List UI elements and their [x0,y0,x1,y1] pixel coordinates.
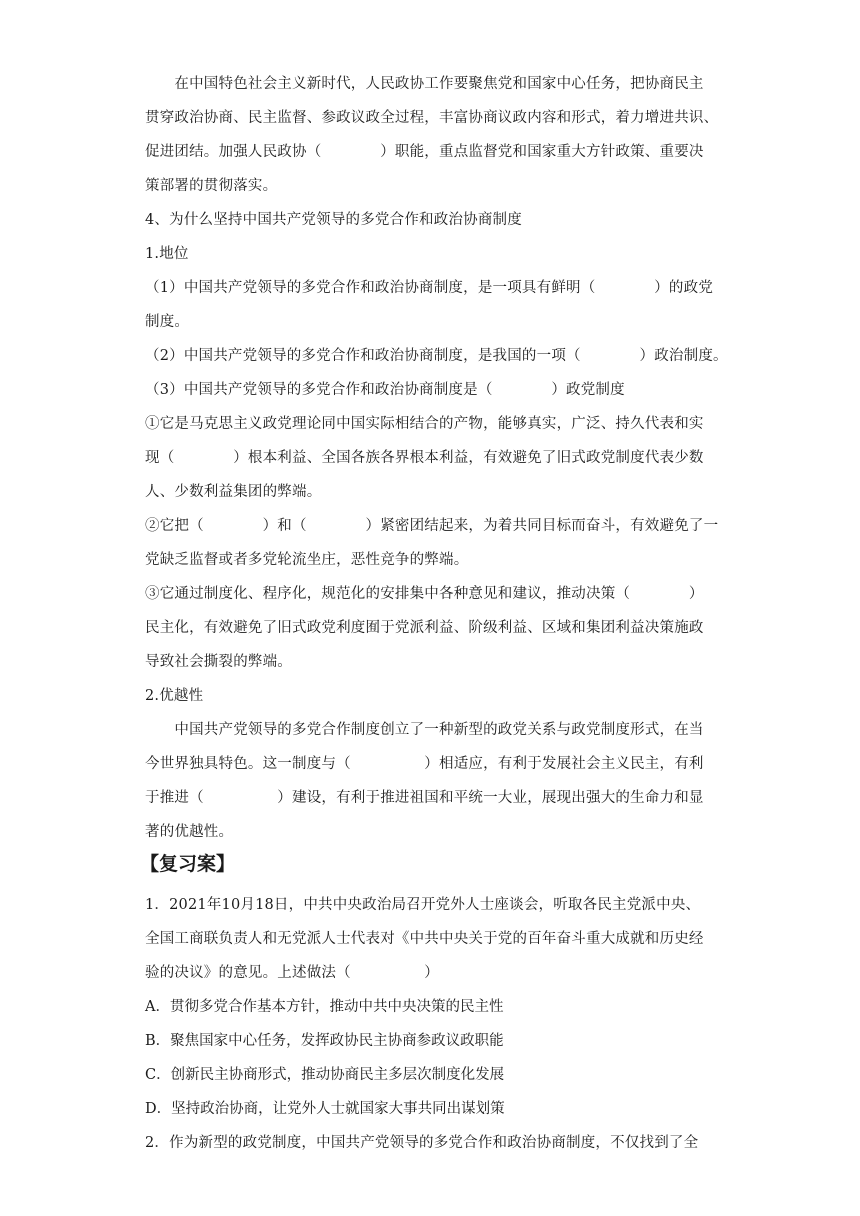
paragraph-line: 制度。 [145,314,190,330]
paragraph-line: （3）中国共产党领导的多党合作和政治协商制度是（ ）政党制度 [145,382,625,398]
paragraph-line: 导致社会撕裂的弊端。 [145,654,292,670]
question-line: 2．作为新型的政党制度，中国共产党领导的多党合作和政治协商制度，不仅找到了全 [145,1135,699,1151]
option-d[interactable]: D．坚持政治协商，让党外人士就国家大事共同出谋划策 [145,1101,505,1117]
subsection-title: 2.优越性 [145,688,204,704]
option-b[interactable]: B．聚焦国家中心任务，发挥政协民主协商参政议政职能 [145,1033,504,1049]
paragraph-line: 促进团结。加强人民政协（ ）职能，重点监督党和国家重大方针政策、重要决 [145,144,704,160]
paragraph-line: ③它通过制度化、程序化，规范化的安排集中各种意见和建议，推动决策（ ） [145,586,704,602]
paragraph-line: （2）中国共产党领导的多党合作和政治协商制度，是我国的一项（ ）政治制度。 [145,348,728,364]
paragraph-line: 今世界独具特色。这一制度与（ ）相适应，有利于发展社会主义民主，有利 [145,756,704,772]
review-heading: 【复习案】 [140,853,236,875]
paragraph-line: 现（ ）根本利益、全国各族各界根本利益，有效避免了旧式政党制度代表少数 [145,450,704,466]
option-a[interactable]: A．贯彻多党合作基本方针，推动中共中央决策的民主性 [145,999,504,1015]
paragraph-line: 策部署的贯彻落实。 [145,178,278,194]
paragraph-line: 中国共产党领导的多党合作制度创立了一种新型的政党关系与政党制度形式，在当 [145,722,704,738]
paragraph-line: 党缺乏监督或者多党轮流坐庄，恶性竞争的弊端。 [145,552,469,568]
paragraph-line: ①它是马克思主义政党理论同中国实际相结合的产物，能够真实，广泛、持久代表和实 [145,416,704,432]
paragraph-line: ②它把（ ）和（ ）紧密团结起来，为着共同目标而奋斗，有效避免了一 [145,518,719,534]
subsection-title: 1.地位 [145,246,189,262]
paragraph-line: 人、少数利益集团的弊端。 [145,484,322,500]
paragraph-line: 贯穿政治协商、民主监督、参政议政全过程，丰富协商议政内容和形式，着力增进共识、 [145,110,719,126]
paragraph-line: （1）中国共产党领导的多党合作和政治协商制度，是一项具有鲜明（ ）的政党 [145,280,714,296]
question-line: 全国工商联负责人和无党派人士代表对《中共中央关于党的百年奋斗重大成就和历史经 [145,931,704,947]
paragraph-line: 民主化，有效避免了旧式政党利度囿于党派利益、阶级利益、区域和集团利益决策施政 [145,620,704,636]
paragraph-line: 在中国特色社会主义新时代，人民政协工作要聚焦党和国家中心任务，把协商民主 [145,76,704,92]
paragraph-line: 著的优越性。 [145,824,234,840]
section-title: 4、为什么坚持中国共产党领导的多党合作和政治协商制度 [145,212,522,228]
option-c[interactable]: C．创新民主协商形式，推动协商民主多层次制度化发展 [145,1067,505,1083]
question-line: 1．2021年10月18日，中共中央政治局召开党外人士座谈会，听取各民主党派中央、 [145,897,701,913]
question-line: 验的决议》的意见。上述做法（ ） [145,965,439,981]
paragraph-line: 于推进（ ）建设，有利于推进祖国和平统一大业，展现出强大的生命力和显 [145,790,704,806]
